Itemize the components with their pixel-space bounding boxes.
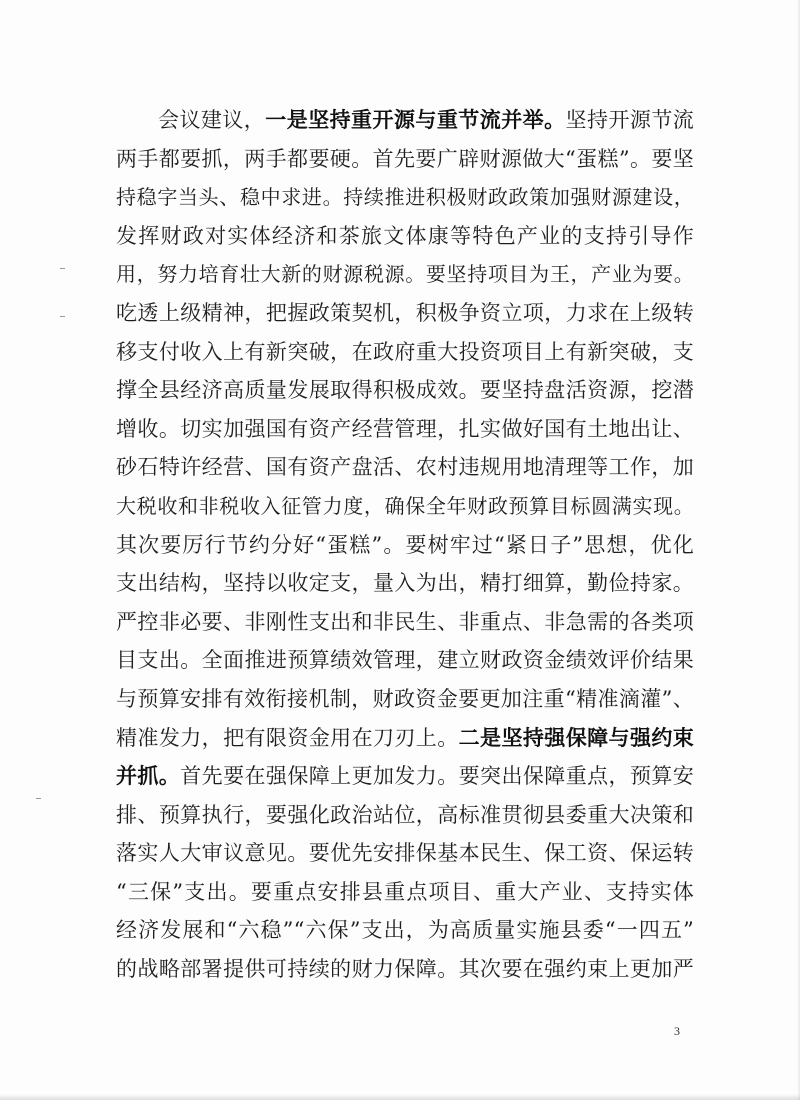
text-line [116,101,694,140]
text-line [116,333,694,372]
text-segment: 增收。切实加强国有资产经营管理，扎实做好国有土地出让、 [116,416,694,441]
text-segment: 发挥财政对实体经济和茶旅文体康等特色产业的支持引导作 [116,223,694,248]
text-line [116,178,694,217]
text-segment: 经济发展和“六稳”“六保”支出，为高质量实施县委“一四五” [116,918,694,943]
text-line [116,641,694,680]
text-line [116,140,694,179]
text-segment: “三保”支出。要重点安排县重点项目、重大产业、支持实体 [116,879,694,904]
scan-margin-mark [60,316,65,317]
text-segment: 的战略部署提供可持续的财力保障。其次要在强约束上更加严 [116,957,694,982]
text-segment: 精准发力，把有限资金用在刀刃上。 [116,725,459,750]
text-segment: 会议建议， [158,108,266,132]
text-segment: 首先要在强保障上更加发力。要突出保障重点，预算安 [180,764,694,789]
text-line [116,371,694,410]
text-line [116,680,694,719]
text-line [116,757,694,796]
scan-margin-mark [36,798,41,799]
text-segment: 与预算安排有效衔接机制，财政资金要更加注重“精准滴灌”、 [116,686,694,711]
text-line [116,410,694,449]
text-segment: 排、预算执行，要强化政治站位，高标准贯彻县委重大决策和 [116,802,694,827]
text-line [116,294,694,333]
scan-shadow-bottom [0,1094,800,1100]
text-segment: 用，努力培育壮大新的财源税源。要坚持项目为王，产业为要。 [116,262,694,287]
text-segment: 持稳字当头、稳中求进。持续推进积极财政政策加强财源建设， [116,185,694,210]
text-segment: 砂石特许经营、国有资产盘活、农村违规用地清理等工作，加 [116,455,694,480]
text-segment: 移支付收入上有新突破，在政府重大投资项目上有新突破，支 [116,339,694,364]
text-line [116,255,694,294]
text-segment: 坚持开源节流 [565,108,694,132]
text-segment: 严控非必要、非刚性支出和非民生、非重点、非急需的各类项 [116,609,694,634]
text-segment: 大税收和非税收入征管力度，确保全年财政预算目标圆满实现。 [116,493,694,518]
text-line [116,564,694,603]
bold-heading-phrase: 并抓。 [116,764,181,789]
text-segment: 落实人大审议意见。要优先安排保基本民生、保工资、保运转 [116,841,694,866]
text-segment: 撑全县经济高质量发展取得积极成效。要坚持盘活资源，挖潜 [116,378,694,403]
text-segment: 吃透上级精神，把握政策契机，积极争资立项，力求在上级转 [116,300,694,325]
scan-margin-mark [60,268,65,269]
text-line [116,526,694,565]
text-line [116,217,694,256]
text-line [116,719,694,758]
text-segment: 两手都要抓，两手都要硬。首先要广辟财源做大“蛋糕”。要坚 [116,146,694,171]
text-line [116,950,694,989]
text-line [116,873,694,912]
text-line [116,834,694,873]
text-line [116,603,694,642]
text-segment: 其次要厉行节约分好“蛋糕”。要树牢过“紧日子”思想，优化 [116,532,694,557]
text-segment: 目支出。全面推进预算绩效管理，建立财政资金绩效评价结果 [116,648,694,673]
text-segment: 支出结构，坚持以收定支，量入为出，精打细算，勤俭持家。 [116,571,694,596]
page-number: 3 [674,1024,680,1038]
text-line [116,796,694,835]
text-line [116,911,694,950]
text-line [116,487,694,526]
bold-heading-phrase: 二是坚持强保障与强约束 [458,725,694,750]
body-paragraph [116,101,694,989]
bold-heading-phrase: 一是坚持重开源与重节流并举。 [265,108,566,132]
text-line [116,448,694,487]
